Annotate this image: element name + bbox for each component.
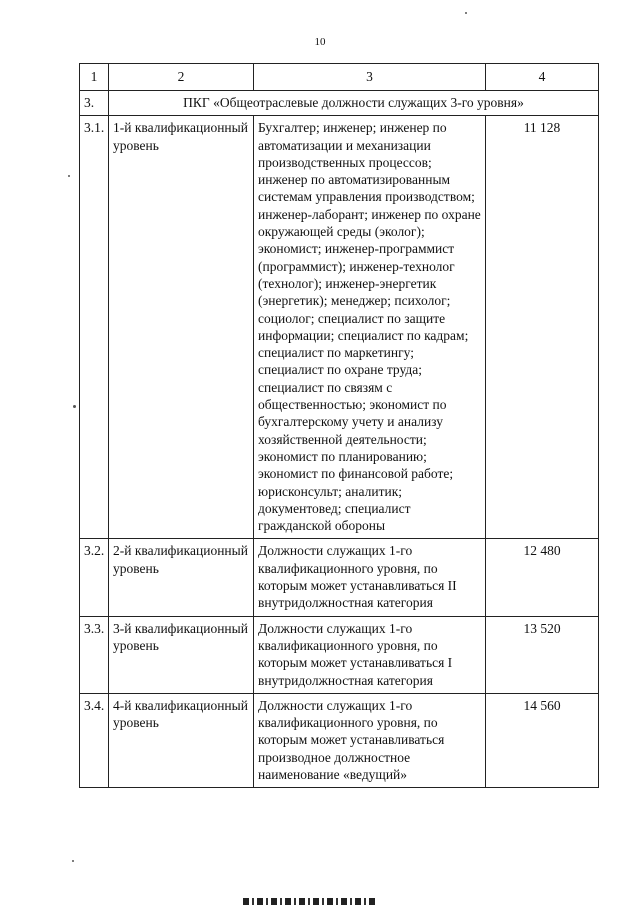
- row-number: 3.2.: [80, 539, 109, 616]
- scan-artifact-bar: [243, 898, 378, 905]
- scan-speck: [72, 860, 74, 862]
- scan-speck: [68, 175, 70, 177]
- header-col-4: 4: [486, 64, 599, 91]
- scan-speck: [73, 405, 76, 408]
- positions-list: Должности служащих 1-го квалификационного уровня, по которым может устанавливаться производное должностное наименование «ведущий»: [254, 693, 486, 787]
- salary-value: 14 560: [486, 693, 599, 787]
- group-row: [80, 91, 599, 116]
- row-number: 3.4.: [80, 693, 109, 787]
- table-row: [80, 116, 599, 539]
- salary-value: 12 480: [486, 539, 599, 616]
- scan-speck: [465, 12, 467, 14]
- header-col-3: 3: [254, 64, 486, 91]
- table-row: [80, 616, 599, 693]
- group-number: 3.: [80, 91, 109, 116]
- group-title: ПКГ «Общеотраслевые должности служащих 3-го уровня»: [109, 91, 599, 116]
- page-number: 10: [314, 36, 326, 48]
- table-row: [80, 539, 599, 616]
- row-number: 3.3.: [80, 616, 109, 693]
- salary-table: [79, 63, 599, 788]
- table-row: [80, 693, 599, 787]
- qualification-level: 1-й квалификационный уровень: [109, 116, 254, 539]
- positions-list: Бухгалтер; инженер; инженер по автоматизации и механизации производственных процессов; инженер по автоматизированным системам управления производством; инженер-лаборант; инженер по охране окружающей среды (эколог); экономист; инженер-программист (программист); инженер-технолог (технолог); инженер-энергетик (энергетик); менеджер; психолог; социолог; специалист по защите информации; специалист по кадрам; специалист по маркетингу; специалист по охране труда; специалист по связям с общественностью; экономист по бухгалтерскому учету и анализу хозяйственной деятельности; экономист по планированию; экономист по финансовой работе; юрисконсульт; аналитик; документовед; специалист гражданской обороны: [254, 116, 486, 539]
- qualification-level: 3-й квалификационный уровень: [109, 616, 254, 693]
- header-col-2: 2: [109, 64, 254, 91]
- positions-list: Должности служащих 1-го квалификационного уровня, по которым может устанавливаться I внутридолжностная категория: [254, 616, 486, 693]
- positions-list: Должности служащих 1-го квалификационного уровня, по которым может устанавливаться II внутридолжностная категория: [254, 539, 486, 616]
- row-number: 3.1.: [80, 116, 109, 539]
- qualification-level: 2-й квалификационный уровень: [109, 539, 254, 616]
- table-header-row: [80, 64, 599, 91]
- header-col-1: 1: [80, 64, 109, 91]
- salary-value: 11 128: [486, 116, 599, 539]
- qualification-level: 4-й квалификационный уровень: [109, 693, 254, 787]
- salary-value: 13 520: [486, 616, 599, 693]
